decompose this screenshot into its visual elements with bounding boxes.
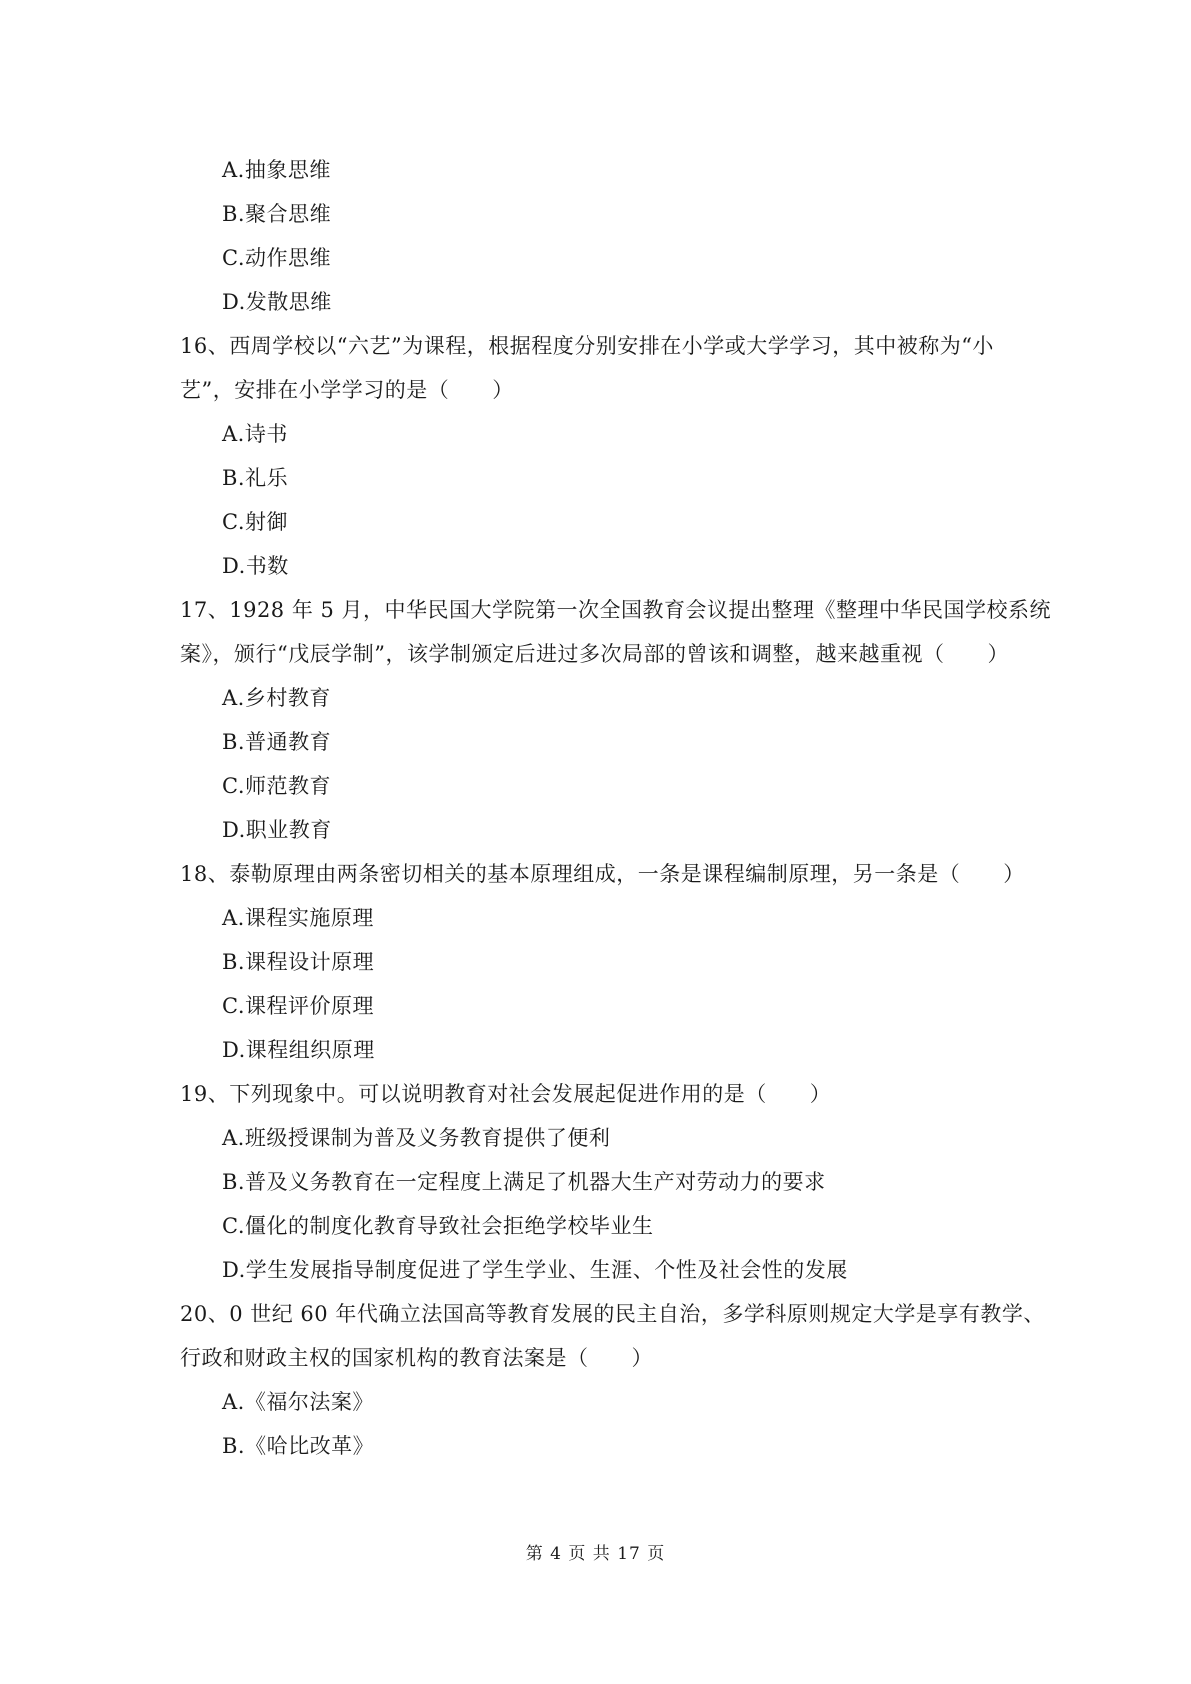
q16-option-d: D.书数 xyxy=(222,554,289,578)
q16-stem-line1: 16、西周学校以“六艺”为课程，根据程度分别安排在小学或大学学习，其中被称为“小 xyxy=(180,334,994,358)
q19-option-a: A.班级授课制为普及义务教育提供了便利 xyxy=(222,1126,611,1150)
q17-option-b: B.普通教育 xyxy=(222,730,332,754)
q20-stem-line2: 行政和财政主权的国家机构的教育法案是（ ） xyxy=(180,1346,653,1370)
q15-option-d: D.发散思维 xyxy=(222,290,332,314)
q15-option-b: B.聚合思维 xyxy=(222,202,332,226)
q17-option-c: C.师范教育 xyxy=(222,774,331,798)
page-number: 第 4 页 共 17 页 xyxy=(525,1544,666,1564)
q17-option-d: D.职业教育 xyxy=(222,818,332,842)
q15-option-c: C.动作思维 xyxy=(222,246,331,270)
q20-stem-line1: 20、0 世纪 60 年代确立法国高等教育发展的民主自治，多学科原则规定大学是享有教学、 xyxy=(180,1302,1045,1326)
q18-option-d: D.课程组织原理 xyxy=(222,1038,375,1062)
q19-stem-line1: 19、下列现象中。可以说明教育对社会发展起促进作用的是（ ） xyxy=(180,1082,832,1106)
q17-stem-line2: 案》，颁行“戊辰学制”，该学制颁定后进过多次局部的曾该和调整，越来越重视（ ） xyxy=(180,642,1009,666)
q17-stem-line1: 17、1928 年 5 月，中华民国大学院第一次全国教育会议提出整理《整理中华民国学校系统 xyxy=(180,598,1052,622)
q19-option-b: B.普及义务教育在一定程度上满足了机器大生产对劳动力的要求 xyxy=(222,1170,826,1194)
q19-option-c: C.僵化的制度化教育导致社会拒绝学校毕业生 xyxy=(222,1214,654,1238)
q16-option-b: B.礼乐 xyxy=(222,466,289,490)
q16-stem-line2: 艺”，安排在小学学习的是（ ） xyxy=(180,378,514,402)
q17-option-a: A.乡村教育 xyxy=(222,686,331,710)
q15-option-a: A.抽象思维 xyxy=(222,158,331,182)
q16-option-c: C.射御 xyxy=(222,510,288,534)
q16-option-a: A.诗书 xyxy=(222,422,288,446)
q18-option-a: A.课程实施原理 xyxy=(222,906,374,930)
q18-option-b: B.课程设计原理 xyxy=(222,950,375,974)
q19-option-d: D.学生发展指导制度促进了学生学业、生涯、个性及社会性的发展 xyxy=(222,1258,848,1282)
q20-option-a: A.《福尔法案》 xyxy=(222,1390,374,1414)
q20-option-b: B.《哈比改革》 xyxy=(222,1434,375,1458)
q18-option-c: C.课程评价原理 xyxy=(222,994,374,1018)
q18-stem-line1: 18、泰勒原理由两条密切相关的基本原理组成，一条是课程编制原理，另一条是（ ） xyxy=(180,862,1025,886)
